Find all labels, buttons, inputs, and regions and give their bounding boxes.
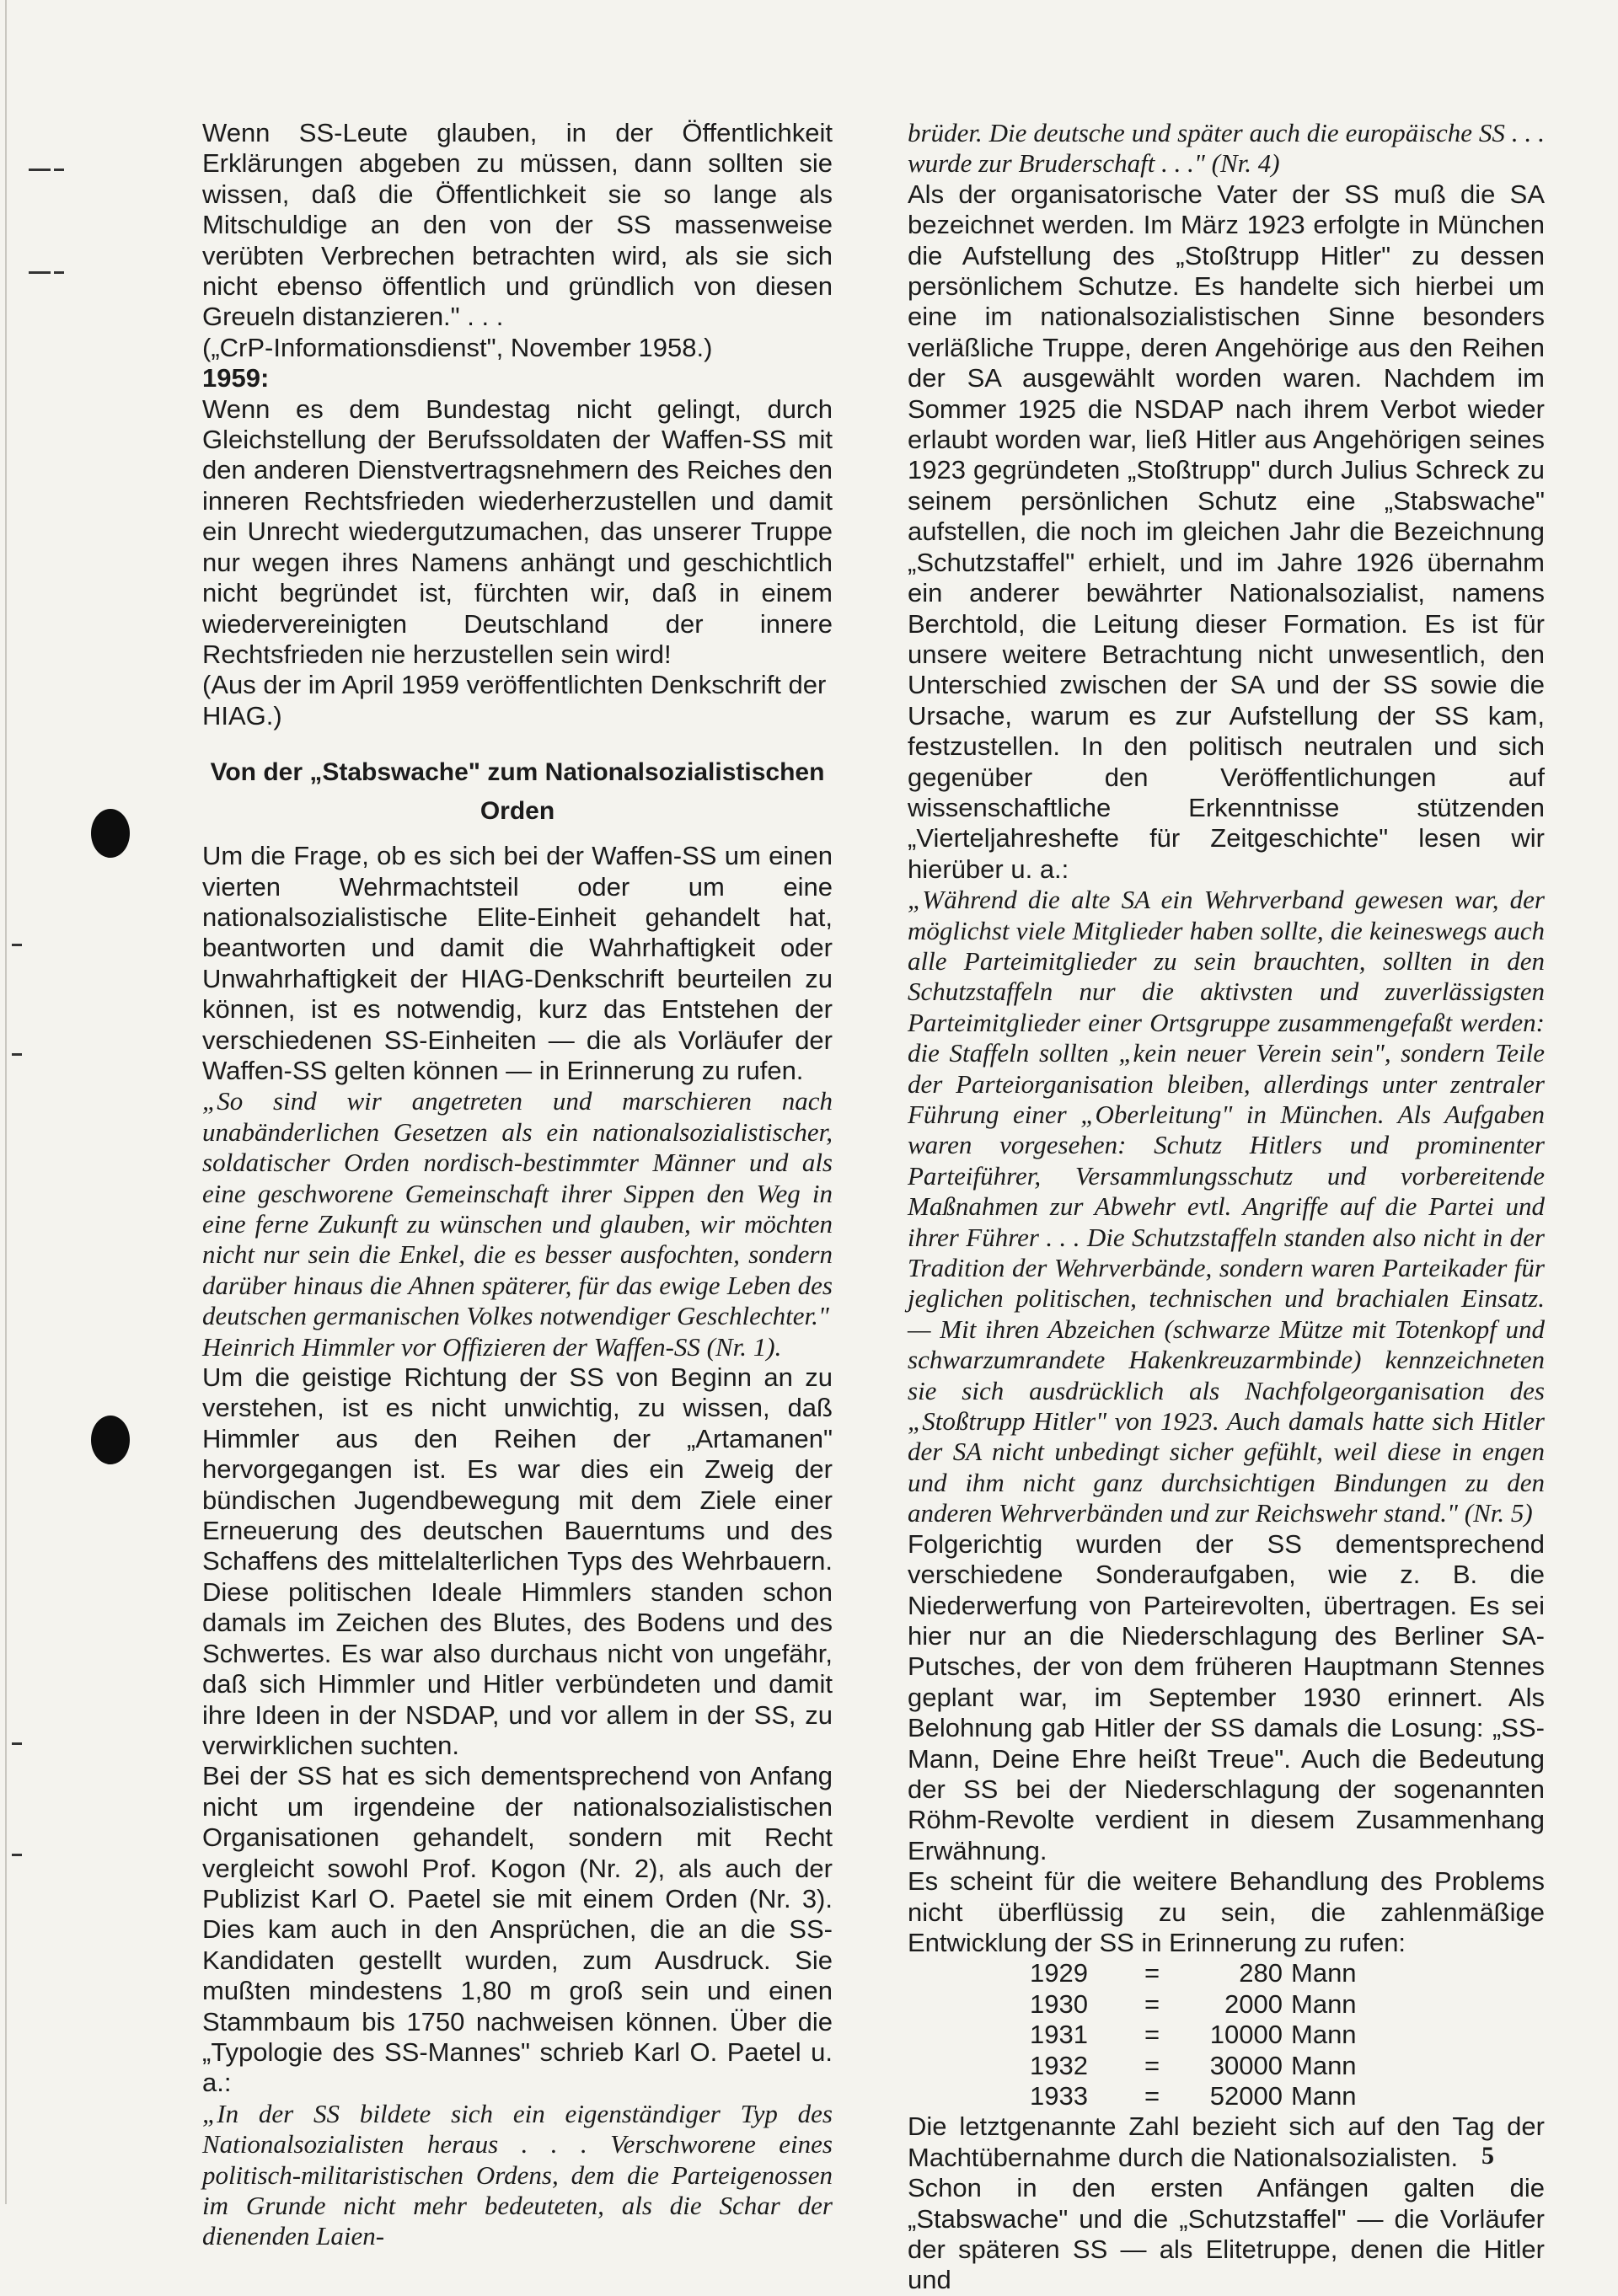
paragraph: Um die geistige Richtung der SS von Beginn an zu verstehen, ist es nicht unwichtig, zu wissen, daß Himmler aus den Reihen der „Artamanen" hervorgegangen ist. Es war dies ein Zweig der bündischen Jugendbewegung mit dem Ziele einer Erneuerung des deutschen Bauerntums und des Schaffens des mittelalterlichen Typs des Wehrbauern. Diese politischen Ideale Himmlers standen schon damals im Zeichen des Blutes, des Bodens und des Schwertes. Es war also durchaus nicht von ungefähr, daß sich Himmler und Hitler verbündeten und damit ihre Ideen in der NSDAP, und vor allem in der SS, zu verwirklichen suchten.: [202, 1362, 833, 1760]
right-column: [908, 118, 1545, 2296]
table-row: 1932 = 30000 Mann: [1030, 2050, 1357, 2080]
table-row: 1929 = 280 Mann: [1030, 1958, 1357, 1988]
left-column: [202, 118, 833, 2252]
paragraph: Als der organisatorische Vater der SS muß die SA bezeichnet werden. Im März 1923 erfolgte in München die Aufstellung des „Stoßtrupp Hitler" zu dessen persönlichem Schutze. Es handelte sich hierbei um eine im nationalsozialistischen Sinne besonders verläßliche Truppe, deren Angehörige aus den Reihen der SA ausgewählt worden waren. Nachdem im Sommer 1925 die NSDAP nach ihrem Verbot wieder erlaubt worden war, ließ Hitler aus Angehörigen seines 1923 gegründeten „Stoßtrupp" durch Julius Schreck zu seinem persönlichen Schutz eine „Stabswache" aufstellen, die noch im gleichen Jahr die Bezeichnung „Schutzstaffel" erhielt, und im Jahre 1926 übernahm ein anderer bewährter Nationalsozialist, namens Berchtold, die Leitung dieser Formation. Es ist für unsere weitere Betrachtung nicht unwesentlich, den Unterschied zwischen der SA und der SS sowie die Ursache, warum es zur Aufstellung der SS kam, festzustellen. In den politisch neutralen und sich gegenüber den Veröffentlichungen auf wissenschaftliche Erkenntnisse stützenden „Vierteljahreshefte für Zeitgeschichte" lesen wir hierüber u. a.:: [908, 179, 1545, 884]
margin-mark: [54, 169, 64, 171]
table-row: 1933 = 52000 Mann: [1030, 2081, 1357, 2111]
paragraph: Um die Frage, ob es sich bei der Waffen-SS um einen vierten Wehrmachtsteil oder um eine nationalsozialistische Elite-Einheit gehandelt hat, beantworten und damit die Wahrhaftigkeit oder Unwahrhaftigkeit der HIAG-Denkschrift beurteilen zu können, ist es notwendig, kurz das Entstehen der verschiedenen SS-Einheiten — die als Vorläufer der Waffen-SS gelten können — in Erinnerung zu rufen.: [202, 841, 833, 1085]
margin-mark: [12, 1742, 22, 1745]
margin-mark: [29, 169, 51, 171]
paragraph: Folgerichtig wurden der SS dementsprechend verschiedene Sonderaufgaben, wie z. B. die Niederwerfung von Parteirevolten, übertragen. Es sei hier nur an die Niederschlagung des Berliner SA-Putsches, der von dem früheren Hauptmann Stennes geplant war, im September 1930 erinnert. Als Belohnung gab Hitler der SS damals die Losung: „SS-Mann, Deine Ehre heißt Treue". Auch die Bedeutung der SS bei der Niederschlagung der sogenannten Röhm-Revolte verdient in diesem Zusammenhang Erwähnung.: [908, 1528, 1545, 1865]
margin-mark: [12, 944, 22, 946]
page-edge: [5, 0, 7, 2204]
membership-table: [1030, 1958, 1357, 2111]
year-heading: 1959:: [202, 363, 270, 393]
margin-mark: [54, 271, 64, 274]
margin-mark: [29, 271, 51, 274]
quote: „So sind wir angetreten und marschieren nach unabänderlichen Gesetzen als ein nationalsozialistischer, soldatischer Orden nordisch-bestimmter Männer und als eine geschworene Gemeinschaft ihrer Sippen den Weg in eine ferne Zukunft zu wünschen und glauben, wir möchten nicht nur sein die Enkel, die es besser ausfochten, sondern darüber hinaus die Ahnen späterer, für das ewige Leben des deutschen germanischen Volkes notwendiger Geschlechter.": [202, 1086, 833, 1331]
source-citation: (Aus der im April 1959 veröffentlichten Denkschrift der HIAG.): [202, 670, 827, 731]
paragraph: Bei der SS hat es sich dementsprechend von Anfang nicht um irgendeine der nationalsozialistischen Organisationen gehandelt, sondern mit Recht vergleicht sowohl Prof. Kogon (Nr. 2), als auch der Publizist Karl O. Paetel sie mit einem Orden (Nr. 3). Dies kam auch in den Ansprüchen, die an die SS-Kandidaten gestellt wurden, zum Ausdruck. Sie mußten mindestens 1,80 m groß sein und einen Stammbaum bis 1750 nachweisen können. Über die „Typologie des SS-Mannes" schrieb Karl O. Paetel u. a.:: [202, 1761, 833, 2098]
table-row: 1931 = 10000 Mann: [1030, 2020, 1357, 2050]
quote: „In der SS bildete sich ein eigenständiger Typ des Nationalsozialisten heraus . . . Verschworene eines politisch-militaristischen Ordens, dem die Parteigenossen im Grunde nicht mehr bedeuteten, als die Schar der dienenden Laien-: [202, 2098, 833, 2251]
page-number: 5: [1481, 2142, 1494, 2170]
punch-hole: [91, 809, 130, 858]
quote-attribution: Heinrich Himmler vor Offizieren der Waffen-SS (Nr. 1).: [202, 1331, 782, 1362]
section-heading: Von der „Stabswache" zum Nationalsozialistischen Orden: [210, 758, 825, 826]
paragraph: Es scheint für die weitere Behandlung des Problems nicht überflüssig zu sein, die zahlenmäßige Entwicklung der SS in Erinnerung zu rufen:: [908, 1866, 1545, 1957]
quote: brüder. Die deutsche und später auch die europäische SS . . . wurde zur Bruderschaft . . ." (Nr. 4): [908, 118, 1545, 179]
paragraph: Wenn es dem Bundestag nicht gelingt, durch Gleichstellung der Berufssoldaten der Waffen-SS mit den anderen Dienstvertragsnehmern des Reiches den inneren Rechtsfrieden wiederherzustellen und damit ein Unrecht wiedergutzumachen, das unserer Truppe nur wegen ihres Namens anhängt und geschichtlich nicht begründet ist, fürchten wir, daß in einem wiedervereinigten Deutschland der innere Rechtsfrieden nie herzustellen sein wird!: [202, 393, 833, 669]
table-row: 1930 = 2000 Mann: [1030, 1988, 1357, 2019]
paragraph: Die letztgenannte Zahl bezieht sich auf den Tag der Machtübernahme durch die Nationalsozialisten.: [908, 2111, 1545, 2172]
source-citation: („CrP-Informationsdienst", November 1958.): [202, 332, 713, 362]
paragraph: Wenn SS-Leute glauben, in der Öffentlichkeit Erklärungen abgeben zu müssen, dann sollten sie wissen, daß die Öffentlichkeit sie so lange als Mitschuldige an den von der SS massenweise verübten Verbrechen betrachten wird, als sie sich nicht ebenso öffentlich und gründlich von diesen Greueln distanzieren." . . .: [202, 118, 833, 332]
margin-mark: [12, 1053, 22, 1056]
punch-hole: [91, 1416, 130, 1464]
paragraph: Schon in den ersten Anfängen galten die „Stabswache" und die „Schutzstaffel" — die Vorläufer der späteren SS — als Elitetruppe, denen die Hitler und: [908, 2173, 1545, 2295]
margin-mark: [12, 1854, 22, 1856]
quote: „Während die alte SA ein Wehrverband gewesen war, der möglichst viele Mitglieder haben sollte, die keineswegs auch alle Parteimitglieder zu sein brauchten, sollten in den Schutzstaffeln nur die aktivsten und zuverlässigsten Parteimitglieder einer Ortsgruppe zusammengefaßt werden: die Staffeln sollten „kein neuer Verein sein", sondern Teile der Parteiorganisation bleiben, allerdings unter zentraler Führung einer „Oberleitung" in München. Als Aufgaben waren vorgesehen: Schutz Hitlers und prominenter Parteiführer, Versammlungsschutz und vorbereitende Maßnahmen zur Abwehr evtl. Angriffe auf die Partei und ihrer Führer . . . Die Schutzstaffeln standen also nicht in der Tradition der Wehrverbände, sondern waren Parteikader für jeglichen politischen, technischen und brachialen Einsatz. — Mit ihren Abzeichen (schwarze Mütze mit Totenkopf und schwarzumrandete Hakenkreuzarmbinde) kennzeichneten sie sich ausdrücklich als Nachfolgeorganisation des „Stoßtrupp Hitler" von 1923. Auch damals hatte sich Hitler der SA nicht unbedingt sicher gefühlt, weil diese in engen und ihm nicht ganz durchsichtigen Bindungen zu den anderen Wehrverbänden und zur Reichswehr stand." (Nr. 5): [908, 885, 1545, 1528]
